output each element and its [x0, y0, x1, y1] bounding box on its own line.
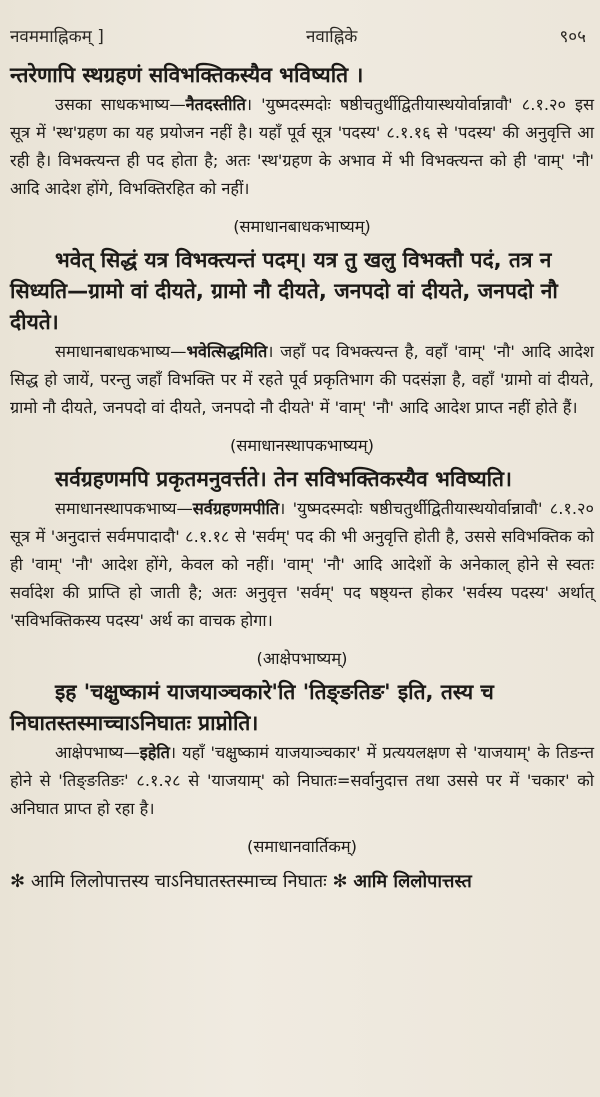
section-heading: (समाधानवार्तिकम्) — [247, 837, 357, 856]
header-section: नवाह्निके — [306, 26, 358, 47]
section-heading: (समाधानस्थापकभाष्यम्) — [230, 436, 374, 455]
para-body: । यहाँ 'चक्षुष्कामं याजयाञ्चकार' में प्रत्ययलक्षण से 'याजयाम्' के तिङन्त होने से 'तिङ्ङतिङः' ८.१.२८ से 'याजयाम्' को निघातः=सर्वानुदात्त तथा उससे पर में 'चकार' को अनिघात प्राप्त हो रहा है। — [10, 743, 594, 818]
asterisk-icon: ✻ — [332, 871, 348, 892]
commentary-paragraph — [10, 91, 594, 203]
section-heading: (समाधानबाधकभाष्यम्) — [233, 217, 371, 236]
bhashya-text: सर्वग्रहणमपि प्रकृतमनुवर्त्तते। तेन सविभक्तिकस्यैव भविष्यति। — [55, 467, 512, 491]
para-keyword: भवेत्सिद्धमिति — [186, 342, 268, 361]
vartika-line — [10, 867, 594, 897]
para-lead: समाधानबाधकभाष्य— — [55, 342, 187, 361]
asterisk-icon: ✻ — [10, 871, 26, 892]
vartika-text: आमि लिलोपात्तस्य चाऽनिघातस्तस्माच्च निघातः — [30, 871, 327, 892]
para-body: । जहाँ पद विभक्त्यन्त है, वहाँ 'वाम्' 'नौ' आदि आदेश सिद्ध हो जायें, परन्तु जहाँ विभक्ति पर में रहते पूर्व प्रकृतिभाग की पदसंज्ञा है, वहाँ 'ग्रामो वां दीयते, ग्रामो नौ दीयते, जनपदो वां दीयते, जनपदो नौ दीयते' में 'वाम्' 'नौ' आदि आदेश प्राप्त नहीं होते हैं। — [10, 342, 594, 417]
header-chapter: नवममाह्निकम् ] — [10, 26, 104, 47]
para-keyword: इहेति — [139, 743, 170, 762]
bhashya-text: न्तरेणापि स्थग्रहणं सविभक्तिकस्यैव भविष्यति । — [10, 63, 364, 87]
para-body: । 'युष्मदस्मदोः षष्ठीचतुर्थीद्वितीयास्थयोर्वान्नावौ' ८.१.२० इस सूत्र में 'स्थ'ग्रहण का यह प्रयोजन नहीं है। यहाँ पूर्व सूत्र 'पदस्य' ८.१.१६ से 'पदस्य' की अनुवृत्ति आ रही है। विभक्त्यन्त ही पद होता है; अतः 'स्थ'ग्रहण के अभाव में भी विभक्त्यन्त को ही 'वाम्' 'नौ' आदि आदेश होंगे, विभक्तिरहित को नहीं। — [10, 95, 595, 198]
para-lead: समाधानस्थापकभाष्य— — [55, 499, 193, 518]
para-keyword: सर्वग्रहणमपीति — [192, 499, 280, 518]
section-heading: (आक्षेपभाष्यम्) — [256, 649, 348, 668]
para-lead: उसका साधकभाष्य— — [55, 95, 186, 114]
page-content — [10, 60, 594, 897]
commentary-paragraph — [10, 739, 594, 823]
page-header — [10, 22, 586, 48]
page-number: ९०५ — [559, 26, 586, 47]
bhashya-text: भवेत् सिद्धं यत्र विभक्त्यन्तं पदम्। यत्र तु खलु विभक्तौ पदं, तत्र न सिध्यति—ग्रामो वां दीयते, ग्रामो नौ दीयते, जनपदो वां दीयते, जनपदो नौ दीयते। — [10, 248, 558, 334]
commentary-paragraph — [10, 338, 594, 422]
vartika-bold-text: आमि लिलोपात्तस्त — [353, 871, 472, 892]
commentary-paragraph — [10, 495, 594, 635]
para-lead: आक्षेपभाष्य— — [55, 743, 140, 762]
para-body: । 'युष्मदस्मदोः षष्ठीचतुर्थीद्वितीयास्थयोर्वान्नावौ' ८.१.२० सूत्र में 'अनुदात्तं सर्वमपादादौ' ८.१.१८ से 'सर्वम्' पद की भी अनुवृत्ति होती है, उससे सविभक्तिक को ही 'वाम्' 'नौ' आदेश होंगे, केवल को नहीं। 'वाम्' 'नौ' आदि आदेशों के अनेकाल् होने से स्वतः सर्वादेश की प्राप्ति हो जाती है; अतः अनुवृत्त 'सर्वम्' पद षष्ठ्यन्त होकर 'सर्वस्य पदस्य' अर्थात् 'सविभक्तिकस्य पदस्य' अर्थ का वाचक होगा। — [10, 499, 594, 630]
bhashya-text: इह 'चक्षुष्कामं याजयाञ्चकारे'ति 'तिङ्ङतिङ' इति, तस्य च निघातस्तस्माच्चाऽनिघातः प्राप्नोति। — [10, 680, 494, 735]
para-keyword: नैतदस्तीति — [185, 95, 246, 114]
